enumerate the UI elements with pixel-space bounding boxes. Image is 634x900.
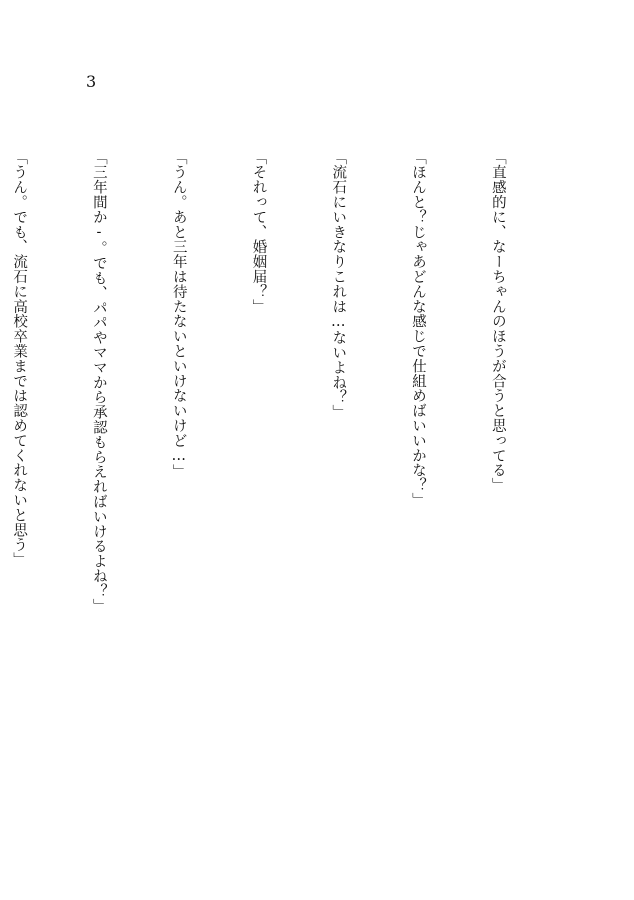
- text-line: 「うん。あと三年は待たないといけないけど…」: [170, 150, 187, 480]
- text-line: 「それって、婚姻届？」: [250, 150, 267, 314]
- text-line: 「ほんと？じゃあどんな感じで仕組めばいいかな？」: [410, 150, 427, 508]
- text-line: 「流石にいきなりこれは…ないよね？」: [330, 150, 347, 420]
- text-line: 「うん。でも、流石に高校卒業までは認めてくれないと思う」: [11, 150, 28, 568]
- vertical-text-body: [11, 150, 564, 760]
- text-line: 「三年間か-。でも、パパやママから承認もらえればいけるよね？」: [90, 150, 107, 614]
- page-number: 3: [86, 72, 97, 91]
- text-line: 「直感的に、なーちゃんのほうが合うと思ってる」: [489, 150, 506, 493]
